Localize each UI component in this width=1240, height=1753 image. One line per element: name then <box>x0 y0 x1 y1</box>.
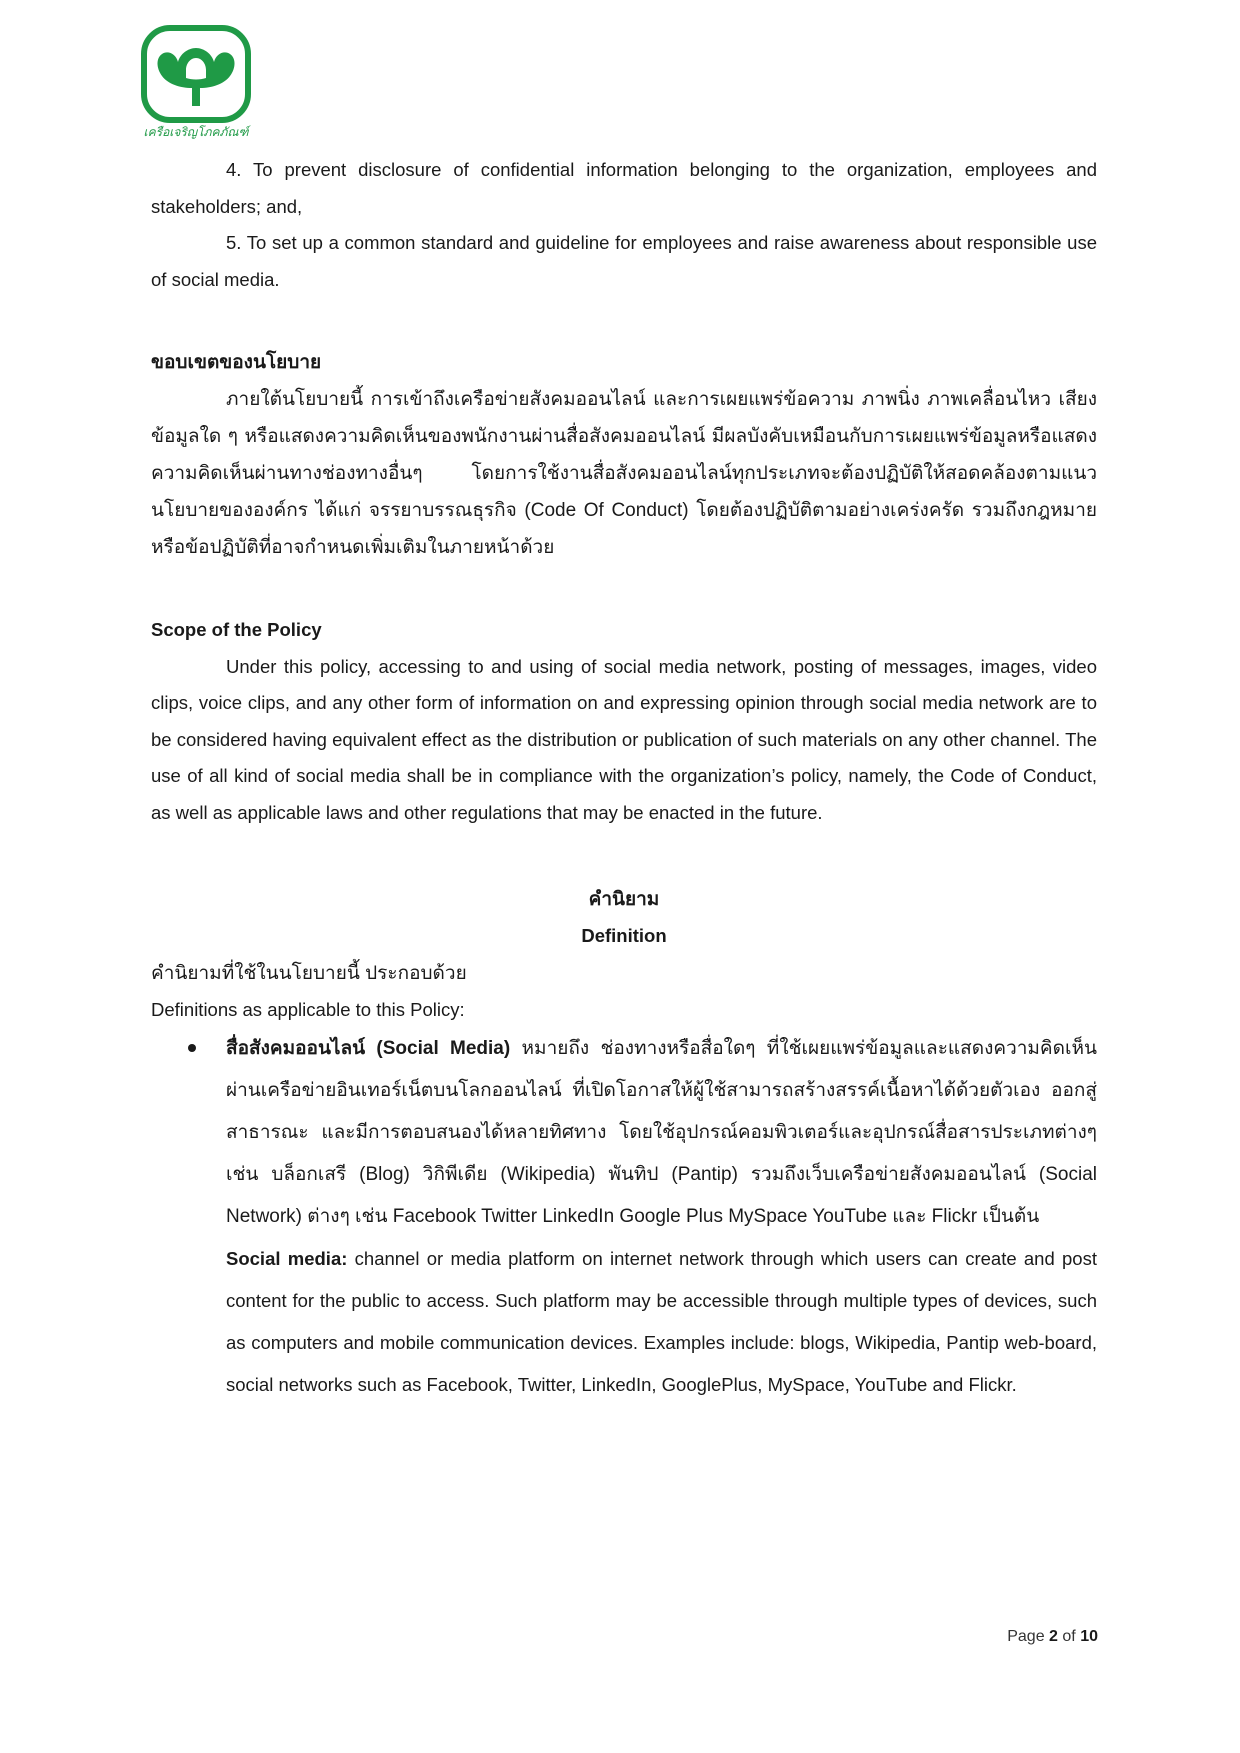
definition-heading-thai: คำนิยาม <box>588 889 660 910</box>
bullet-icon <box>188 1044 196 1052</box>
intro-item-4: 4. To prevent disclosure of confidential information belonging to the organization, employees and stakeholders; and, <box>151 159 1097 217</box>
company-logo <box>140 24 252 142</box>
company-logo-icon <box>140 24 252 142</box>
intro-item-5: 5. To set up a common standard and guideline for employees and raise awareness about responsible use of social media. <box>151 232 1097 290</box>
page-current: 2 <box>1049 1628 1058 1645</box>
scope-body-english: Under this policy, accessing to and using of social media network, posting of messages, images, video clips, voice clips, and any other form of information on and expressing opinion through social media network are to be considered having equivalent effect as the distribution or publication of such materials on any other channel. The use of all kind of social media shall be in compliance with the organization’s policy, namely, the Code of Conduct, as well as applicable laws and other regulations that may be enacted in the future. <box>151 655 1097 823</box>
definition-term-thai: สื่อสังคมออนไลน์ (Social Media) <box>226 1038 511 1059</box>
definition-desc-english: channel or media platform on internet network through which users can create and post content for the public to access. Such platform may be accessible through multiple types of devices, such as computers and mobile communication devices. Examples include: blogs, Wikipedia, Pantip web-board, social networks such as Facebook, Twitter, LinkedIn, GooglePlus, MySpace, YouTube and Flickr. <box>226 1248 1097 1395</box>
scope-heading-thai: ขอบเขตของนโยบาย <box>151 352 322 373</box>
scope-body-thai: ภายใต้นโยบายนี้ การเข้าถึงเครือข่ายสังคมออนไลน์ และการเผยแพร่ข้อความ ภาพนิ่ง ภาพเคลื่อนไหว เสียง ข้อมูลใด ๆ หรือแสดงความคิดเห็นของพนักงานผ่านสื่อสังคมออนไลน์ มีผลบังคับเหมือนกับการเผยแพร่ข้อมูลหรือแสดงความคิดเห็นผ่านทางช่องทางอื่นๆ โดยการใช้งานสื่อสังคมออนไลน์ทุกประเภทจะต้องปฏิบัติให้สอดคล้องตามแนวนโยบายขององค์กร ได้แก่ จรรยาบรรณธุรกิจ (Code Of Conduct) โดยต้องปฏิบัติตามอย่างเคร่งครัด รวมถึงกฎหมายหรือข้อปฏิบัติที่อาจกำหนดเพิ่มเติมในภายหน้าด้วย <box>151 389 1097 558</box>
definition-list-item <box>151 1028 1097 1406</box>
definition-intro-english: Definitions as applicable to this Policy: <box>151 998 465 1020</box>
definition-english <box>226 1238 1097 1406</box>
page-word: Page <box>1007 1628 1045 1645</box>
of-word: of <box>1062 1628 1076 1645</box>
page-total: 10 <box>1080 1628 1098 1645</box>
definition-desc-thai: หมายถึง ช่องทางหรือสื่อใดๆ ที่ใช้เผยแพร่ข้อมูลและแสดงความคิดเห็นผ่านเครือข่ายอินเทอร์เน็ตบนโลกออนไลน์ ที่เปิดโอกาสให้ผู้ใช้สามารถสร้างสรรค์เนื้อหาได้ด้วยตัวเอง ออกสู่สาธารณะ และมีการตอบสนองได้หลายทิศทาง โดยใช้อุปกรณ์คอมพิวเตอร์และอุปกรณ์สื่อสารประเภทต่างๆ เช่น บล็อกเสรี (Blog) วิกิพีเดีย (Wikipedia) พันทิป (Pantip) รวมถึงเว็บเครือข่ายสังคมออนไลน์ (Social Network) ต่างๆ เช่น Facebook Twitter LinkedIn Google Plus MySpace YouTube และ Flickr เป็นต้น <box>226 1038 1097 1227</box>
document-body <box>151 152 1097 1406</box>
definition-term-english: Social media: <box>226 1248 348 1269</box>
definition-thai <box>226 1028 1097 1238</box>
definition-heading-english: Definition <box>581 925 667 946</box>
definition-intro-thai: คำนิยามที่ใช้ในนโยบายนี้ ประกอบด้วย <box>151 962 467 984</box>
scope-heading-english: Scope of the Policy <box>151 619 322 640</box>
page-number <box>1007 1628 1098 1646</box>
logo-caption: เครือเจริญโภคภัณฑ์ <box>143 125 249 139</box>
